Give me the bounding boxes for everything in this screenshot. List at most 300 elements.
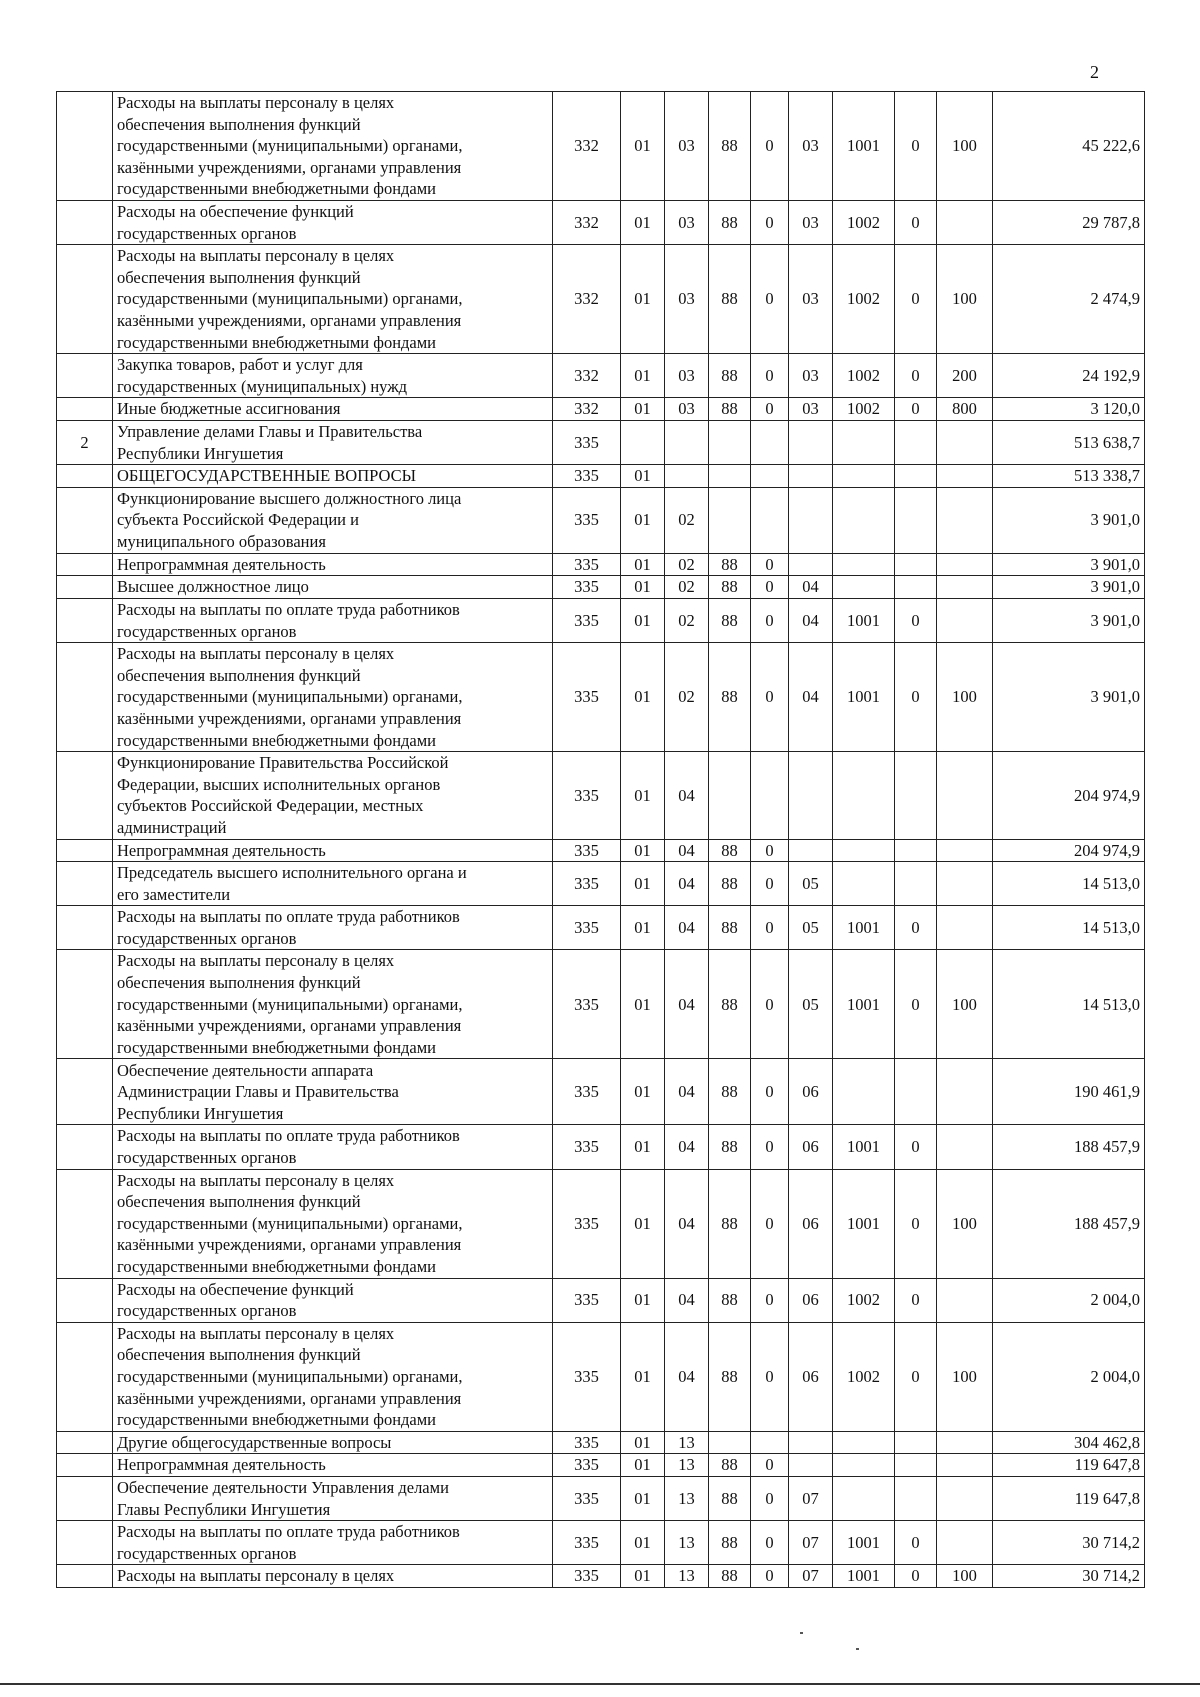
code-cell-4 [709, 465, 751, 488]
budget-table-body [57, 92, 1145, 1588]
code-cell-8: 0 [895, 1565, 937, 1588]
code-cell-4: 88 [709, 201, 751, 245]
code-cell-2: 01 [621, 752, 665, 839]
code-cell-7 [833, 862, 895, 906]
code-cell-2: 01 [621, 354, 665, 398]
code-cell-2: 01 [621, 576, 665, 599]
amount-cell: 3 901,0 [993, 643, 1145, 752]
description-cell: Высшее должностное лицо [113, 576, 553, 599]
code-cell-3: 13 [665, 1431, 709, 1454]
table-row [57, 1322, 1145, 1431]
table-row [57, 465, 1145, 488]
code-cell-1: 335 [553, 643, 621, 752]
code-cell-8 [895, 487, 937, 553]
amount-cell: 119 647,8 [993, 1477, 1145, 1521]
row-index-cell [57, 576, 113, 599]
code-cell-3: 04 [665, 839, 709, 862]
page-bottom-rule [0, 1683, 1200, 1685]
table-row [57, 92, 1145, 201]
code-cell-6: 05 [789, 862, 833, 906]
code-cell-4: 88 [709, 1521, 751, 1565]
description-cell: Расходы на выплаты персоналу в целях [113, 1565, 553, 1588]
code-cell-2: 01 [621, 1125, 665, 1169]
code-cell-1: 332 [553, 354, 621, 398]
row-index-cell [57, 643, 113, 752]
code-cell-9 [937, 1454, 993, 1477]
description-cell: Функционирование высшего должностного лица субъекта Российской Федерации и муниципального образования [113, 487, 553, 553]
code-cell-5: 0 [751, 576, 789, 599]
code-cell-3: 03 [665, 398, 709, 421]
code-cell-4 [709, 420, 751, 464]
code-cell-2: 01 [621, 201, 665, 245]
row-index-cell [57, 1059, 113, 1125]
budget-table [56, 91, 1145, 1588]
code-cell-9 [937, 576, 993, 599]
code-cell-7 [833, 1477, 895, 1521]
table-row [57, 576, 1145, 599]
code-cell-4: 88 [709, 906, 751, 950]
code-cell-2: 01 [621, 1059, 665, 1125]
code-cell-9 [937, 1278, 993, 1322]
code-cell-8 [895, 1059, 937, 1125]
code-cell-5: 0 [751, 1169, 789, 1278]
code-cell-6 [789, 487, 833, 553]
code-cell-7: 1002 [833, 1278, 895, 1322]
code-cell-9 [937, 1521, 993, 1565]
row-index-cell [57, 487, 113, 553]
code-cell-4: 88 [709, 1322, 751, 1431]
row-index-cell [57, 950, 113, 1059]
code-cell-6 [789, 465, 833, 488]
code-cell-9 [937, 553, 993, 576]
code-cell-7: 1002 [833, 1322, 895, 1431]
code-cell-6: 03 [789, 354, 833, 398]
row-index-cell [57, 1169, 113, 1278]
code-cell-5: 0 [751, 1059, 789, 1125]
table-row [57, 1125, 1145, 1169]
amount-cell: 30 714,2 [993, 1521, 1145, 1565]
code-cell-2: 01 [621, 92, 665, 201]
amount-cell: 30 714,2 [993, 1565, 1145, 1588]
code-cell-3: 04 [665, 1059, 709, 1125]
amount-cell: 190 461,9 [993, 1059, 1145, 1125]
table-row [57, 1521, 1145, 1565]
row-index-cell [57, 201, 113, 245]
table-row [57, 398, 1145, 421]
row-index-cell [57, 752, 113, 839]
code-cell-3: 03 [665, 245, 709, 354]
code-cell-5: 0 [751, 1477, 789, 1521]
code-cell-4: 88 [709, 398, 751, 421]
amount-cell: 3 901,0 [993, 576, 1145, 599]
code-cell-6: 03 [789, 245, 833, 354]
code-cell-3: 04 [665, 1125, 709, 1169]
code-cell-9: 100 [937, 1169, 993, 1278]
table-row [57, 201, 1145, 245]
code-cell-2: 01 [621, 1477, 665, 1521]
code-cell-2: 01 [621, 1454, 665, 1477]
code-cell-6: 04 [789, 598, 833, 642]
code-cell-7 [833, 752, 895, 839]
amount-cell: 2 004,0 [993, 1278, 1145, 1322]
amount-cell: 24 192,9 [993, 354, 1145, 398]
code-cell-9 [937, 752, 993, 839]
amount-cell: 3 901,0 [993, 598, 1145, 642]
code-cell-1: 335 [553, 752, 621, 839]
code-cell-1: 335 [553, 1477, 621, 1521]
code-cell-3: 13 [665, 1521, 709, 1565]
row-index-cell [57, 553, 113, 576]
code-cell-2: 01 [621, 643, 665, 752]
code-cell-4: 88 [709, 1125, 751, 1169]
amount-cell: 14 513,0 [993, 906, 1145, 950]
table-row [57, 1169, 1145, 1278]
code-cell-3: 03 [665, 92, 709, 201]
code-cell-9 [937, 839, 993, 862]
code-cell-7 [833, 576, 895, 599]
code-cell-6 [789, 752, 833, 839]
code-cell-8 [895, 465, 937, 488]
row-index-cell [57, 839, 113, 862]
code-cell-8: 0 [895, 598, 937, 642]
code-cell-8 [895, 553, 937, 576]
code-cell-4 [709, 1431, 751, 1454]
code-cell-5: 0 [751, 1521, 789, 1565]
code-cell-4: 88 [709, 643, 751, 752]
code-cell-2: 01 [621, 1431, 665, 1454]
code-cell-9: 100 [937, 92, 993, 201]
code-cell-1: 335 [553, 1059, 621, 1125]
description-cell: Расходы на выплаты по оплате труда работников государственных органов [113, 1125, 553, 1169]
code-cell-3: 04 [665, 906, 709, 950]
description-cell: Иные бюджетные ассигнования [113, 398, 553, 421]
code-cell-9: 100 [937, 1565, 993, 1588]
code-cell-3: 02 [665, 553, 709, 576]
code-cell-2: 01 [621, 839, 665, 862]
amount-cell: 204 974,9 [993, 752, 1145, 839]
code-cell-7: 1001 [833, 643, 895, 752]
code-cell-9 [937, 487, 993, 553]
code-cell-4 [709, 752, 751, 839]
code-cell-5 [751, 487, 789, 553]
code-cell-5: 0 [751, 1565, 789, 1588]
code-cell-5 [751, 1431, 789, 1454]
code-cell-4: 88 [709, 1477, 751, 1521]
code-cell-8: 0 [895, 1169, 937, 1278]
code-cell-4: 88 [709, 862, 751, 906]
code-cell-4: 88 [709, 1454, 751, 1477]
code-cell-6 [789, 420, 833, 464]
code-cell-3: 13 [665, 1477, 709, 1521]
table-row [57, 487, 1145, 553]
code-cell-6: 04 [789, 576, 833, 599]
code-cell-5: 0 [751, 839, 789, 862]
code-cell-8: 0 [895, 354, 937, 398]
code-cell-8: 0 [895, 245, 937, 354]
code-cell-3: 02 [665, 598, 709, 642]
row-index-cell [57, 465, 113, 488]
code-cell-3: 04 [665, 950, 709, 1059]
code-cell-7: 1001 [833, 1125, 895, 1169]
code-cell-4: 88 [709, 354, 751, 398]
code-cell-1: 332 [553, 245, 621, 354]
code-cell-2: 01 [621, 598, 665, 642]
code-cell-2: 01 [621, 862, 665, 906]
code-cell-5: 0 [751, 598, 789, 642]
code-cell-8: 0 [895, 92, 937, 201]
code-cell-6: 07 [789, 1521, 833, 1565]
code-cell-6: 03 [789, 92, 833, 201]
row-index-cell [57, 245, 113, 354]
code-cell-4: 88 [709, 92, 751, 201]
code-cell-3: 03 [665, 354, 709, 398]
code-cell-3: 04 [665, 1278, 709, 1322]
code-cell-1: 332 [553, 92, 621, 201]
code-cell-8 [895, 839, 937, 862]
code-cell-6 [789, 839, 833, 862]
amount-cell: 513 338,7 [993, 465, 1145, 488]
code-cell-9 [937, 862, 993, 906]
description-cell: Расходы на выплаты по оплате труда работников государственных органов [113, 906, 553, 950]
code-cell-6 [789, 1431, 833, 1454]
description-cell: Расходы на выплаты персоналу в целях обеспечения выполнения функций государственными (муниципальными) органами, казёнными учреждениями, органами управления государственными внебюджетными фондами [113, 950, 553, 1059]
code-cell-3: 04 [665, 1169, 709, 1278]
amount-cell: 45 222,6 [993, 92, 1145, 201]
code-cell-2 [621, 420, 665, 464]
code-cell-1: 335 [553, 1169, 621, 1278]
code-cell-3: 02 [665, 487, 709, 553]
code-cell-1: 335 [553, 598, 621, 642]
amount-cell: 513 638,7 [993, 420, 1145, 464]
row-index-cell [57, 1125, 113, 1169]
description-cell: Расходы на выплаты персоналу в целях обеспечения выполнения функций государственными (муниципальными) органами, казёнными учреждениями, органами управления государственными внебюджетными фондами [113, 1169, 553, 1278]
table-row [57, 1059, 1145, 1125]
code-cell-9: 100 [937, 950, 993, 1059]
code-cell-7: 1001 [833, 598, 895, 642]
code-cell-1: 335 [553, 1565, 621, 1588]
table-row [57, 1278, 1145, 1322]
code-cell-8: 0 [895, 398, 937, 421]
scan-speck [800, 1632, 803, 1634]
code-cell-4: 88 [709, 553, 751, 576]
code-cell-1: 335 [553, 839, 621, 862]
description-cell: Закупка товаров, работ и услуг для государственных (муниципальных) нужд [113, 354, 553, 398]
code-cell-6: 06 [789, 1278, 833, 1322]
code-cell-7 [833, 839, 895, 862]
code-cell-5: 0 [751, 354, 789, 398]
code-cell-8 [895, 862, 937, 906]
code-cell-3: 13 [665, 1565, 709, 1588]
amount-cell: 3 901,0 [993, 553, 1145, 576]
code-cell-1: 335 [553, 1521, 621, 1565]
code-cell-9: 100 [937, 245, 993, 354]
code-cell-5: 0 [751, 643, 789, 752]
code-cell-5: 0 [751, 398, 789, 421]
code-cell-7: 1001 [833, 1521, 895, 1565]
code-cell-6: 06 [789, 1169, 833, 1278]
code-cell-8: 0 [895, 201, 937, 245]
code-cell-5: 0 [751, 1322, 789, 1431]
amount-cell: 14 513,0 [993, 862, 1145, 906]
code-cell-4: 88 [709, 576, 751, 599]
code-cell-4: 88 [709, 839, 751, 862]
description-cell: Расходы на выплаты персоналу в целях обеспечения выполнения функций государственными (муниципальными) органами, казёнными учреждениями, органами управления государственными внебюджетными фондами [113, 1322, 553, 1431]
code-cell-4: 88 [709, 245, 751, 354]
code-cell-7 [833, 465, 895, 488]
code-cell-5 [751, 752, 789, 839]
code-cell-3: 02 [665, 643, 709, 752]
amount-cell: 29 787,8 [993, 201, 1145, 245]
code-cell-6 [789, 1454, 833, 1477]
table-row [57, 1431, 1145, 1454]
amount-cell: 2 474,9 [993, 245, 1145, 354]
table-row [57, 553, 1145, 576]
code-cell-7 [833, 487, 895, 553]
code-cell-8: 0 [895, 643, 937, 752]
code-cell-8 [895, 576, 937, 599]
code-cell-4: 88 [709, 1169, 751, 1278]
table-row [57, 950, 1145, 1059]
code-cell-1: 335 [553, 576, 621, 599]
table-row [57, 1477, 1145, 1521]
code-cell-7: 1001 [833, 950, 895, 1059]
code-cell-8: 0 [895, 1322, 937, 1431]
code-cell-9 [937, 1477, 993, 1521]
code-cell-1: 335 [553, 950, 621, 1059]
code-cell-5: 0 [751, 92, 789, 201]
code-cell-7 [833, 1431, 895, 1454]
code-cell-1: 335 [553, 906, 621, 950]
code-cell-6: 06 [789, 1125, 833, 1169]
row-index-cell: 2 [57, 420, 113, 464]
row-index-cell [57, 862, 113, 906]
row-index-cell [57, 354, 113, 398]
row-index-cell [57, 906, 113, 950]
code-cell-2: 01 [621, 487, 665, 553]
code-cell-8 [895, 1431, 937, 1454]
code-cell-3: 13 [665, 1454, 709, 1477]
code-cell-9 [937, 598, 993, 642]
description-cell: Расходы на выплаты по оплате труда работников государственных органов [113, 1521, 553, 1565]
table-row [57, 752, 1145, 839]
table-row [57, 643, 1145, 752]
code-cell-7: 1001 [833, 92, 895, 201]
description-cell: Обеспечение деятельности Управления делами Главы Республики Ингушетия [113, 1477, 553, 1521]
code-cell-5: 0 [751, 1454, 789, 1477]
amount-cell: 119 647,8 [993, 1454, 1145, 1477]
table-row [57, 1565, 1145, 1588]
code-cell-4: 88 [709, 950, 751, 1059]
amount-cell: 3 120,0 [993, 398, 1145, 421]
code-cell-9: 200 [937, 354, 993, 398]
code-cell-5: 0 [751, 950, 789, 1059]
code-cell-9 [937, 1059, 993, 1125]
code-cell-6: 06 [789, 1322, 833, 1431]
description-cell: Непрограммная деятельность [113, 553, 553, 576]
code-cell-9 [937, 201, 993, 245]
code-cell-5 [751, 465, 789, 488]
table-row [57, 598, 1145, 642]
code-cell-6: 03 [789, 201, 833, 245]
code-cell-6: 07 [789, 1477, 833, 1521]
table-row [57, 862, 1145, 906]
code-cell-8: 0 [895, 906, 937, 950]
table-row [57, 354, 1145, 398]
description-cell: Расходы на выплаты персоналу в целях обеспечения выполнения функций государственными (муниципальными) органами, казёнными учреждениями, органами управления государственными внебюджетными фондами [113, 245, 553, 354]
code-cell-7 [833, 553, 895, 576]
code-cell-2: 01 [621, 906, 665, 950]
code-cell-9 [937, 420, 993, 464]
row-index-cell [57, 1521, 113, 1565]
description-cell: Функционирование Правительства Российской Федерации, высших исполнительных органов субъектов Российской Федерации, местных администраций [113, 752, 553, 839]
code-cell-5: 0 [751, 906, 789, 950]
code-cell-1: 335 [553, 465, 621, 488]
row-index-cell [57, 92, 113, 201]
row-index-cell [57, 1477, 113, 1521]
code-cell-1: 335 [553, 487, 621, 553]
code-cell-2: 01 [621, 245, 665, 354]
description-cell: ОБЩЕГОСУДАРСТВЕННЫЕ ВОПРОСЫ [113, 465, 553, 488]
amount-cell: 3 901,0 [993, 487, 1145, 553]
table-row [57, 420, 1145, 464]
code-cell-7 [833, 1059, 895, 1125]
code-cell-1: 335 [553, 553, 621, 576]
code-cell-4: 88 [709, 1059, 751, 1125]
page-number: 2 [1090, 62, 1099, 82]
code-cell-8 [895, 752, 937, 839]
code-cell-5: 0 [751, 1125, 789, 1169]
code-cell-5: 0 [751, 862, 789, 906]
code-cell-6: 07 [789, 1565, 833, 1588]
code-cell-4: 88 [709, 598, 751, 642]
code-cell-8 [895, 420, 937, 464]
code-cell-9 [937, 465, 993, 488]
code-cell-7: 1002 [833, 201, 895, 245]
description-cell: Обеспечение деятельности аппарата Администрации Главы и Правительства Республики Ингушетия [113, 1059, 553, 1125]
code-cell-7: 1001 [833, 1169, 895, 1278]
code-cell-8: 0 [895, 1278, 937, 1322]
table-row [57, 245, 1145, 354]
code-cell-1: 335 [553, 1431, 621, 1454]
code-cell-9: 100 [937, 1322, 993, 1431]
code-cell-2: 01 [621, 1565, 665, 1588]
code-cell-9 [937, 1431, 993, 1454]
code-cell-2: 01 [621, 465, 665, 488]
code-cell-9: 100 [937, 643, 993, 752]
description-cell: Председатель высшего исполнительного органа и его заместители [113, 862, 553, 906]
code-cell-4: 88 [709, 1278, 751, 1322]
amount-cell: 14 513,0 [993, 950, 1145, 1059]
code-cell-2: 01 [621, 1521, 665, 1565]
table-row [57, 906, 1145, 950]
row-index-cell [57, 1431, 113, 1454]
code-cell-4: 88 [709, 1565, 751, 1588]
code-cell-9 [937, 1125, 993, 1169]
code-cell-7: 1002 [833, 245, 895, 354]
description-cell: Другие общегосударственные вопросы [113, 1431, 553, 1454]
amount-cell: 188 457,9 [993, 1125, 1145, 1169]
code-cell-3: 04 [665, 752, 709, 839]
code-cell-7: 1002 [833, 398, 895, 421]
code-cell-7: 1002 [833, 354, 895, 398]
code-cell-3: 02 [665, 576, 709, 599]
code-cell-6: 04 [789, 643, 833, 752]
code-cell-5 [751, 420, 789, 464]
amount-cell: 304 462,8 [993, 1431, 1145, 1454]
row-index-cell [57, 398, 113, 421]
code-cell-7 [833, 420, 895, 464]
row-index-cell [57, 598, 113, 642]
